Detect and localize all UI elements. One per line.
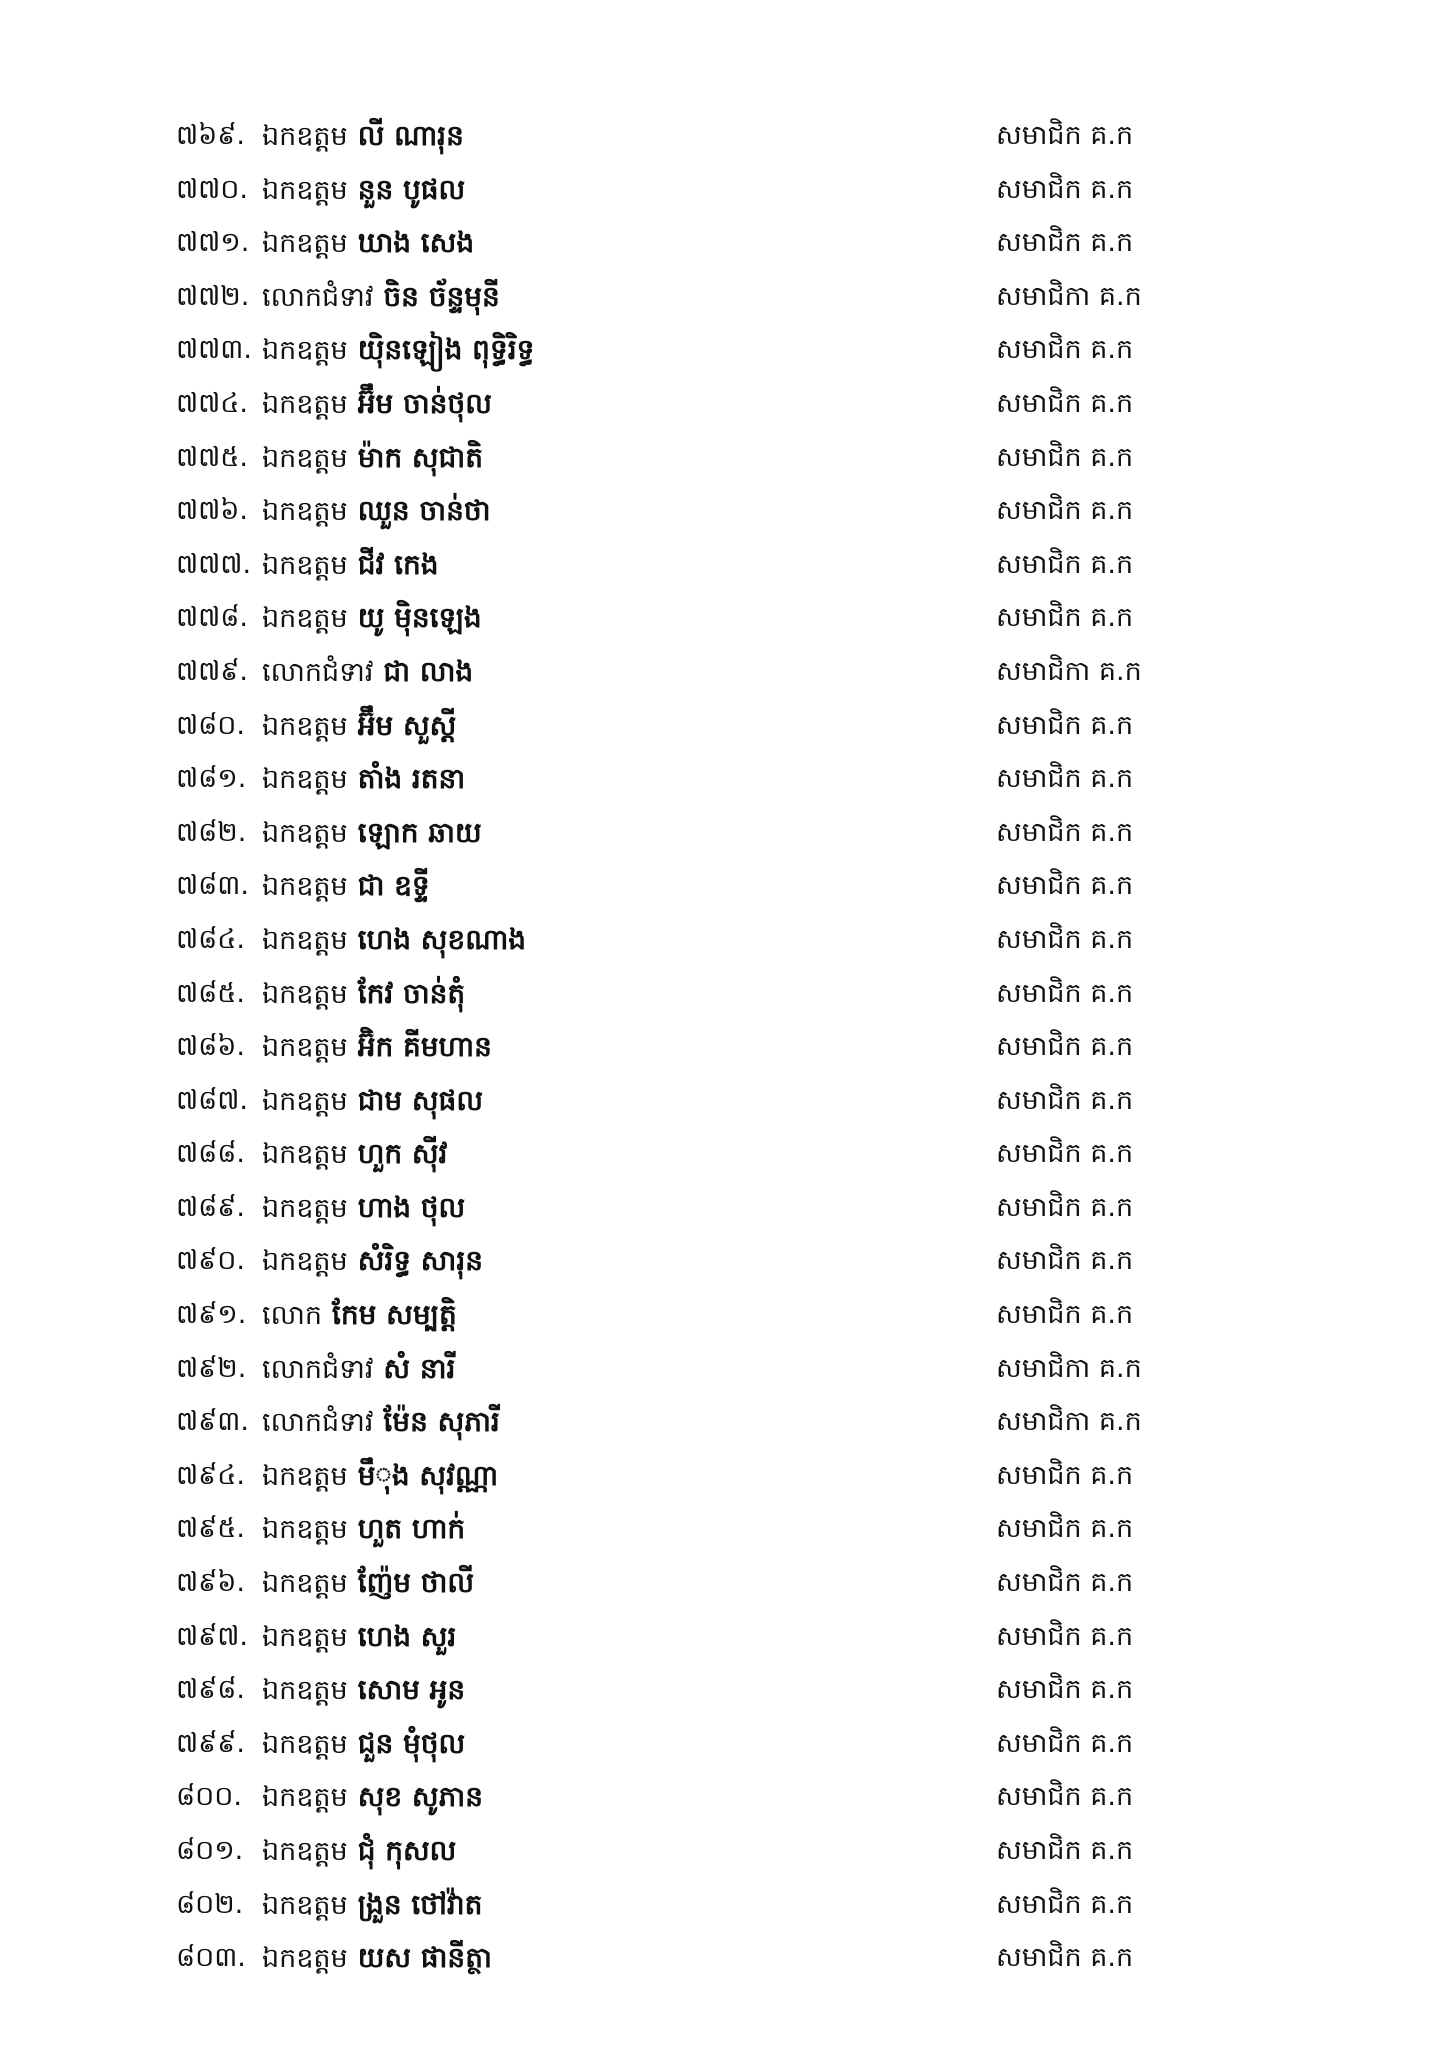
entry-title-and-name (262, 1511, 465, 1548)
list-item (0, 753, 1448, 807)
member-name: ឃាង សេង (357, 226, 475, 260)
honorific: ឯកឧត្តម (262, 1836, 348, 1867)
list-item (0, 1932, 1448, 1986)
entry-number: ៧៧៩. (176, 655, 248, 687)
entry-title-and-name (262, 1887, 482, 1924)
member-name: ជួន មុំថុល (357, 1726, 466, 1760)
entry-number: ៧៨៥. (176, 977, 245, 1009)
entry-title-and-name (262, 547, 439, 584)
member-name: ហាង ថុល (357, 1190, 466, 1224)
member-role: សមាជិក គ.ក (996, 227, 1134, 259)
member-role: សមាជិក គ.ក (996, 1888, 1134, 1920)
entry-title-and-name (262, 440, 483, 477)
entry-title-and-name (262, 815, 482, 852)
member-role: សមាជិក គ.ក (996, 816, 1134, 848)
entry-number: ៨០១. (176, 1835, 244, 1866)
honorific: ឯកឧត្តម (262, 388, 348, 420)
honorific: ឯកឧត្តម (262, 710, 348, 742)
member-role: សមាជិក គ.ក (996, 120, 1134, 151)
member-role: សមាជិកា គ.ក (996, 655, 1142, 687)
honorific: ឯកឧត្តម (262, 1460, 348, 1492)
honorific: ឯកឧត្តម (262, 121, 348, 152)
entry-number: ៧៨២. (176, 816, 247, 848)
honorific: ឯកឧត្តម (262, 442, 348, 474)
member-name: ហេង សុខណាង (357, 922, 527, 956)
member-role: សមាជិក គ.ក (996, 1942, 1134, 1974)
entry-title-and-name (262, 1136, 447, 1173)
member-name: ចិន ច័ន្ទមុនី (383, 279, 500, 313)
list-item (0, 1021, 1448, 1075)
member-role: សមាជិក គ.ក (996, 977, 1134, 1009)
entry-title-and-name (262, 761, 465, 798)
entry-title-and-name (262, 172, 465, 209)
entry-number: ៧៨៩. (176, 1191, 245, 1223)
member-role: សមាជិក គ.ក (996, 1138, 1134, 1170)
honorific: ឯកឧត្តម (262, 1514, 348, 1546)
entry-title-and-name (262, 1833, 456, 1870)
member-role: សមាជិក គ.ក (996, 1084, 1134, 1116)
honorific: ឯកឧត្តម (262, 228, 348, 260)
member-name: យស ផានីត្ថា (357, 1941, 492, 1975)
member-role: សមាជិកា គ.ក (996, 280, 1142, 312)
member-name: ម៉ែន សុភារី (383, 1405, 500, 1439)
member-name: សោម អូន (357, 1673, 466, 1707)
honorific: ឯកឧត្តម (262, 817, 348, 849)
member-name: អ៊ឹម សួស្តី (357, 708, 457, 742)
list-item (0, 646, 1448, 700)
member-name: សំរិទ្ធ សារុន (357, 1244, 483, 1278)
list-item (0, 485, 1448, 539)
member-role: សមាជិក គ.ក (996, 1727, 1134, 1759)
member-role: សមាជិក គ.ក (996, 1567, 1134, 1599)
member-name: មឹុង សុវណ្ណា (357, 1458, 499, 1492)
list-item (0, 1503, 1448, 1557)
entry-number: ៧៩២. (176, 1352, 247, 1384)
honorific: ឯកឧត្តម (262, 496, 348, 528)
member-role: សមាជិក គ.ក (996, 1513, 1134, 1545)
entry-title-and-name (262, 1297, 457, 1334)
honorific: លោកជំទាវ (262, 281, 374, 313)
entry-number: ៧៧៤. (176, 387, 248, 419)
honorific: ឯកឧត្តម (262, 1728, 348, 1760)
entry-title-and-name (262, 1940, 492, 1977)
member-role: សមាជិកា គ.ក (996, 1352, 1142, 1384)
entry-title-and-name (262, 1779, 483, 1816)
entry-number: ៧៨៤. (176, 923, 245, 955)
entry-title-and-name (262, 1083, 483, 1120)
entry-title-and-name (262, 1190, 465, 1227)
list-item (0, 1075, 1448, 1129)
entry-number: ៧៨៣. (176, 870, 249, 902)
honorific: លោកជំទាវ (262, 1353, 374, 1385)
entry-title-and-name (262, 386, 492, 423)
list-item (0, 432, 1448, 486)
list-item (0, 860, 1448, 914)
member-role: សមាជិក គ.ក (996, 923, 1134, 955)
honorific: លោកជំទាវ (262, 1407, 374, 1439)
list-item (0, 1664, 1448, 1718)
honorific: ឯកឧត្តម (262, 335, 348, 367)
member-role: សមាជិក គ.ក (996, 387, 1134, 419)
entry-number: ៧៩៥. (176, 1513, 245, 1545)
list-item (0, 807, 1448, 861)
entry-number: ៧៧១. (176, 227, 250, 259)
member-role: សមាជិកា គ.ក (996, 1406, 1142, 1438)
entry-number: ៧៩៦. (176, 1567, 245, 1599)
member-name: ឈួន ចាន់ថា (357, 494, 491, 528)
entry-number: ៨០០. (176, 1781, 242, 1813)
member-name: កែវ ចាន់តុំ (357, 976, 466, 1010)
entry-number: ៧៩៤. (176, 1459, 245, 1491)
member-role: សមាជិក គ.ក (996, 1620, 1134, 1652)
honorific: ឯកឧត្តម (262, 978, 348, 1010)
honorific: ឯកឧត្តម (262, 1246, 348, 1278)
entry-number: ៧៨៦. (176, 1031, 245, 1063)
entry-number: ៧៩០. (176, 1245, 245, 1277)
entry-number: ៧៩៨. (176, 1674, 245, 1706)
honorific: ឯកឧត្តម (262, 1568, 348, 1600)
member-name: ង្រួន ថៅវ៉ាត (357, 1887, 483, 1921)
list-item (0, 1771, 1448, 1825)
member-role: សមាជិក គ.ក (996, 1835, 1134, 1866)
entry-number: ៧៧២. (176, 280, 250, 312)
entry-number: ៨០២. (176, 1888, 244, 1920)
list-item (0, 968, 1448, 1022)
entry-title-and-name (262, 225, 474, 262)
member-role: សមាជិក គ.ក (996, 1459, 1134, 1491)
member-name: ញ៉ែម ថាលី (357, 1566, 475, 1600)
entry-number: ៧៨៨. (176, 1138, 245, 1170)
honorific: ឯកឧត្តម (262, 603, 348, 635)
member-role: សមាជិក គ.ក (996, 548, 1134, 580)
honorific: ឯកឧត្តម (262, 1675, 348, 1707)
list-item (0, 164, 1448, 218)
entry-title-and-name (262, 1565, 474, 1602)
entry-number: ៧៩៩. (176, 1727, 245, 1759)
member-name: ហួក ស៊ីវ (357, 1137, 448, 1171)
entry-title-and-name (262, 600, 482, 637)
list-item (0, 1396, 1448, 1450)
entry-title-and-name (262, 922, 526, 959)
member-name: លី ណារុន (357, 119, 464, 152)
list-item (0, 217, 1448, 271)
entry-number: ៧៦៩. (176, 120, 245, 151)
member-name: កែម សម្បត្តិ (332, 1298, 457, 1332)
honorific: លោក (262, 1300, 322, 1332)
entry-number: ៨០៣. (176, 1942, 246, 1974)
honorific: ឯកឧត្តម (262, 1192, 348, 1224)
list-item (0, 1343, 1448, 1397)
entry-number: ៧៩៣. (176, 1406, 249, 1438)
member-name: ឡោក ឆាយ (357, 815, 482, 849)
entry-title-and-name (262, 493, 491, 530)
member-role: សមាជិក គ.ក (996, 1245, 1134, 1277)
list-item (0, 1611, 1448, 1665)
list-item (0, 378, 1448, 432)
honorific: ឯកឧត្តម (262, 764, 348, 796)
entry-number: ៧៩៧. (176, 1620, 248, 1652)
entry-title-and-name (262, 1351, 455, 1388)
honorific: ឯកឧត្តម (262, 549, 348, 581)
member-name: ជុំ កុសល (357, 1834, 457, 1867)
entry-number: ៧៨៧. (176, 1084, 248, 1116)
list-item (0, 324, 1448, 378)
list-item (0, 1450, 1448, 1504)
member-list (0, 110, 1448, 1986)
list-item (0, 271, 1448, 325)
entry-number: ៧៧៦. (176, 495, 248, 527)
honorific: ឯកឧត្តម (262, 1889, 348, 1921)
list-item (0, 1289, 1448, 1343)
honorific: ឯកឧត្តម (262, 1943, 348, 1975)
entry-number: ៧៩១. (176, 1299, 247, 1331)
member-name: ម៉ាក សុជាតិ (357, 440, 483, 474)
honorific: ឯកឧត្តម (262, 174, 348, 206)
entry-title-and-name (262, 1726, 465, 1763)
entry-title-and-name (262, 332, 534, 369)
member-role: សមាជិក គ.ក (996, 709, 1134, 741)
member-role: សមាជិក គ.ក (996, 602, 1134, 634)
entry-title-and-name (262, 708, 456, 745)
member-role: សមាជិក គ.ក (996, 495, 1134, 527)
entry-title-and-name (262, 868, 430, 905)
list-item (0, 1235, 1448, 1289)
list-item (0, 1182, 1448, 1236)
member-name: ជា លាង (383, 654, 474, 688)
entry-title-and-name (262, 1404, 500, 1441)
member-role: សមាជិក គ.ក (996, 763, 1134, 795)
entry-number: ៧៧៨. (176, 602, 248, 634)
list-item (0, 110, 1448, 164)
member-name: អ៊ឹម ចាន់ថុល (357, 386, 492, 420)
member-role: សមាជិក គ.ក (996, 1299, 1134, 1331)
entry-title-and-name (262, 1458, 498, 1495)
honorific: ឯកឧត្តម (262, 924, 348, 956)
entry-title-and-name (262, 1243, 483, 1280)
member-role: សមាជិក គ.ក (996, 1781, 1134, 1813)
entry-number: ៧៧៣. (176, 334, 252, 366)
member-role: សមាជិក គ.ក (996, 334, 1134, 366)
entry-title-and-name (262, 976, 465, 1013)
member-role: សមាជិក គ.ក (996, 1031, 1134, 1063)
member-name: ជា ឧទ្ទី (357, 869, 430, 903)
member-name: សុខ សូភាន (357, 1780, 483, 1814)
list-item (0, 914, 1448, 968)
honorific: ឯកឧត្តម (262, 1782, 348, 1814)
list-item (0, 1879, 1448, 1933)
entry-number: ៧៧០. (176, 173, 248, 205)
member-role: សមាជិក គ.ក (996, 441, 1134, 473)
member-name: ហេង សួរ (357, 1619, 457, 1653)
entry-number: ៧៨០. (176, 709, 245, 741)
honorific: ឯកឧត្តម (262, 1139, 348, 1171)
member-name: សំ នារី (383, 1351, 456, 1385)
entry-title-and-name (262, 654, 473, 691)
entry-title-and-name (262, 279, 500, 316)
list-item (0, 700, 1448, 754)
honorific: ឯកឧត្តម (262, 871, 348, 903)
list-item (0, 1557, 1448, 1611)
entry-title-and-name (262, 1672, 465, 1709)
member-name: ជាម សុផល (357, 1083, 483, 1117)
list-item (0, 592, 1448, 646)
member-role: សមាជិក គ.ក (996, 1674, 1134, 1706)
entry-title-and-name (262, 1619, 456, 1656)
list-item (0, 1718, 1448, 1772)
member-name: នួន បូផល (357, 172, 466, 206)
honorific: លោកជំទាវ (262, 656, 374, 688)
member-name: យ៉ិនឡៀង ពុទ្ធិរិទ្ធ (357, 333, 535, 367)
member-role: សមាជិក គ.ក (996, 870, 1134, 902)
member-name: ជីវ កេង (357, 547, 439, 581)
honorific: ឯកឧត្តម (262, 1621, 348, 1653)
entry-number: ៧៧៧. (176, 548, 252, 580)
member-role: សមាជិក គ.ក (996, 1191, 1134, 1223)
member-name: តាំង រតនា (357, 762, 466, 796)
list-item (0, 1825, 1448, 1879)
member-name: អ៊ិក គីមហាន (357, 1030, 492, 1064)
entry-number: ៧៨១. (176, 763, 247, 795)
entry-title-and-name (262, 118, 464, 155)
member-role: សមាជិក គ.ក (996, 173, 1134, 205)
honorific: ឯកឧត្តម (262, 1085, 348, 1117)
list-item (0, 539, 1448, 593)
member-name: ហួត ហាក់ (357, 1512, 466, 1546)
entry-number: ៧៧៥. (176, 441, 248, 473)
honorific: ឯកឧត្តម (262, 1032, 348, 1064)
entry-title-and-name (262, 1029, 492, 1066)
list-item (0, 1128, 1448, 1182)
member-name: យូ ម៉ិនឡេង (357, 601, 482, 635)
